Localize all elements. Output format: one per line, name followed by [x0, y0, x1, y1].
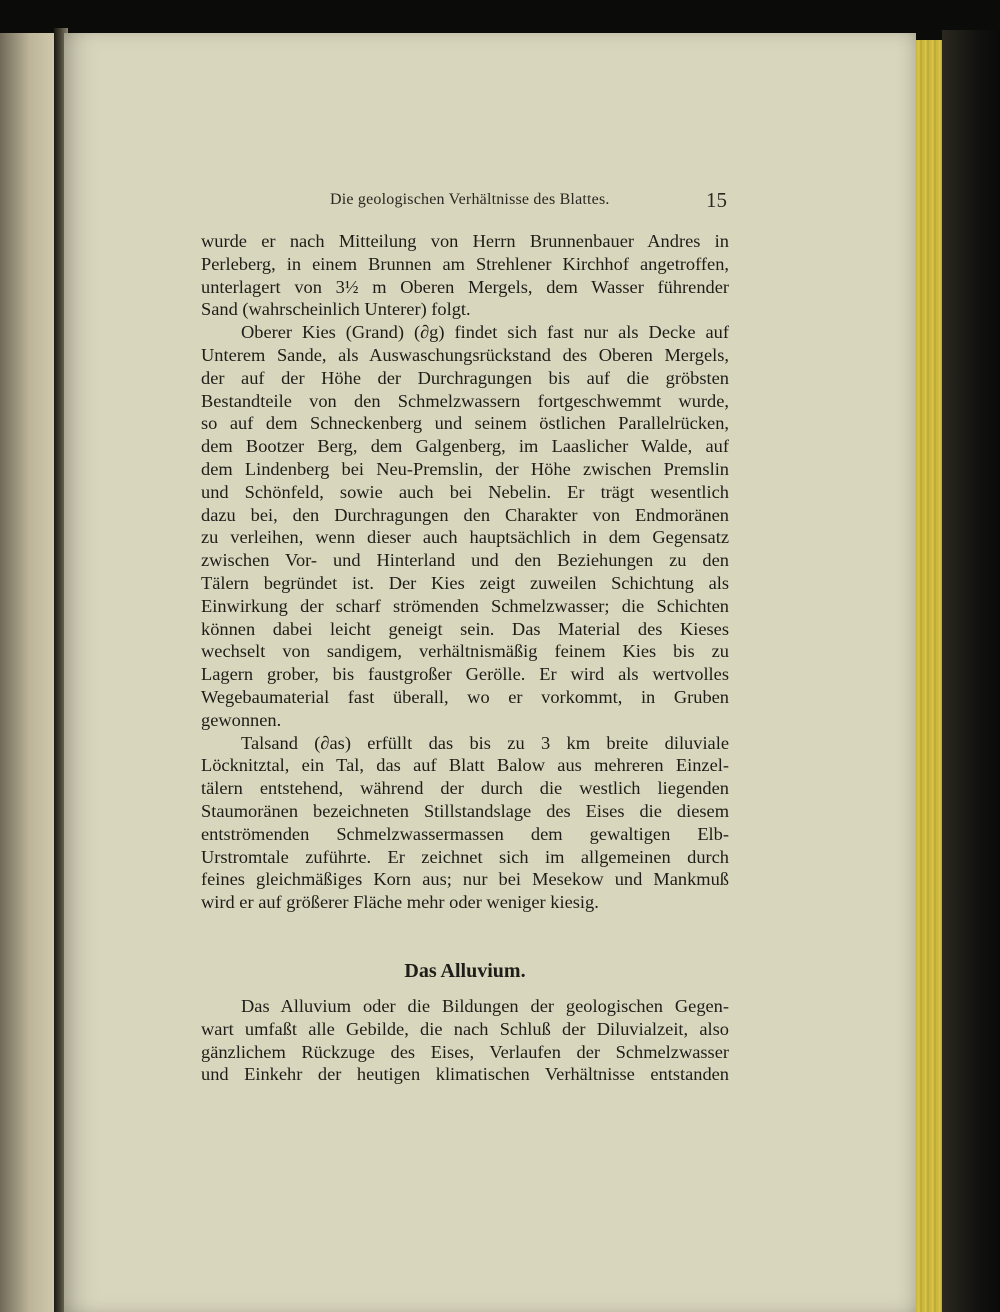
- text-line: gänzlichem Rückzuge des Eises, Verlaufen der Schmelzwasser: [201, 1041, 729, 1062]
- text-line: Bestandteile von den Schmelzwassern fortgeschwemmt wurde,: [201, 390, 729, 411]
- text-line: so auf dem Schneckenberg und seinem östlichen Parallelrücken,: [201, 413, 729, 434]
- text-line: wart umfaßt alle Gebilde, die nach Schluß der Diluvialzeit, also: [201, 1018, 729, 1039]
- text-line: tälern entstehend, während der durch die westlich liegenden: [201, 778, 729, 799]
- text-line: wurde er nach Mitteilung von Herrn Brunnenbauer Andres in: [201, 231, 729, 251]
- text-line: dem Bootzer Berg, dem Galgenberg, im Laaslicher Walde, auf: [201, 436, 729, 457]
- text-line: Tälern begründet ist. Der Kies zeigt zuweilen Schichtung als: [201, 572, 729, 593]
- text-line: Unterem Sande, als Auswaschungsrückstand des Oberen Mergels,: [201, 344, 729, 365]
- text-line: wird er auf größerer Fläche mehr oder weniger kiesig.: [201, 892, 599, 913]
- text-line: der auf der Höhe der Durchragungen bis auf die gröbsten: [201, 367, 729, 388]
- text-line: Urstromtale zuführte. Er zeichnet sich im allgemeinen durch: [201, 846, 729, 867]
- text-line: feines gleichmäßiges Korn aus; nur bei Mesekow und Mankmuß: [201, 869, 729, 890]
- text-line: Staumoränen bezeichneten Stillstandslage des Eises die diesem: [201, 800, 729, 821]
- section-text: [201, 995, 729, 1086]
- section-heading: Das Alluvium.: [404, 960, 526, 982]
- text-line: und Einkehr der heutigen klimatischen Verhältnisse entstanden: [201, 1064, 729, 1085]
- facing-page-edge: [0, 33, 54, 1312]
- text-line: zwischen Vor- und Hinterland und den Beziehungen zu den: [201, 550, 729, 571]
- text-line: Das Alluvium oder die Bildungen der geologischen Gegen-: [241, 996, 729, 1016]
- text-line: zu verleihen, wenn dieser auch hauptsächlich in dem Gegensatz: [201, 527, 729, 548]
- page-edges: [916, 40, 942, 1312]
- text-line: Lagern grober, bis faustgroßer Gerölle. Er wird als wertvolles: [201, 664, 729, 685]
- text-line: Sand (wahrscheinlich Unterer) folgt.: [201, 299, 471, 320]
- text-line: können dabei leicht geneigt sein. Das Material des Kieses: [201, 618, 729, 639]
- text-line: gewonnen.: [201, 709, 282, 730]
- text-line: Wegebaumaterial fast überall, wo er vorkommt, in Gruben: [201, 686, 729, 707]
- text-line: dazu bei, den Durchragungen den Charakter von Endmoränen: [201, 504, 729, 525]
- text-line: Talsand (∂as) erfüllt das bis zu 3 km breite diluviale: [241, 732, 729, 753]
- text-line: dem Lindenberg bei Neu-Premslin, der Höhe zwischen Premslin: [201, 458, 729, 479]
- text-line: Löcknitztal, ein Tal, das auf Blatt Balow aus mehreren Einzel-: [201, 755, 729, 776]
- text-line: und Schönfeld, sowie auch bei Nebelin. Er trägt wesentlich: [201, 481, 729, 502]
- text-line: entströmenden Schmelzwassermassen dem gewaltigen Elb-: [201, 823, 729, 844]
- text-line: unterlagert von 3½ m Oberen Mergels, dem Wasser führender: [201, 276, 729, 297]
- text-line: Oberer Kies (Grand) (∂g) findet sich fast nur als Decke auf: [241, 322, 729, 343]
- page-number: 15: [706, 188, 727, 212]
- text-line: Einwirkung der scharf strömenden Schmelzwasser; die Schichten: [201, 595, 729, 616]
- running-head: Die geologischen Verhältnisse des Blattes.: [330, 191, 610, 208]
- text-line: Perleberg, in einem Brunnen am Strehlener Kirchhof angetroffen,: [201, 253, 729, 274]
- body-text: [201, 230, 729, 914]
- text-line: wechselt von sandigem, verhältnismäßig feinem Kies bis zu: [201, 641, 729, 662]
- book-cover-edge: [942, 30, 1000, 1312]
